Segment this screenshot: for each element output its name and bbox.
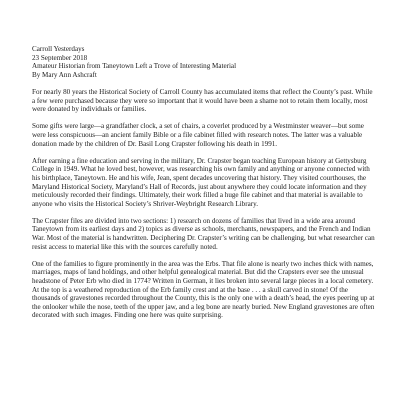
article-date: 23 September 2018: [32, 53, 88, 62]
article-header: [32, 45, 377, 79]
paragraph: One of the families to figure prominently in the area was the Erbs. That file alone is nearly two inches thick with names, marriages, maps of land holdings, and other helpful genealogical material. But did the Crapsters ever see the unusual headstone of Peter Erb who died in 1774? Written in German, it lies broken into several large pieces in a local cemetery. At the top is a weathered reproduction of the Erb family crest and at the base . . . a skull carved in stone! Of the thousands of gravestones recorded throughout the County, this is the only one with a death’s head, the eyes peering up at the onlooker while the nose, teeth of the upper jaw, and a leg bone are nearly buried. New England gravestones are often decorated with such images. Finding one here was quite surprising.: [32, 259, 375, 320]
paragraph: After earning a fine education and serving in the military, Dr. Crapster began teaching European history at Gettysburg College in 1949. What he loved best, however, was researching his own family and anything or anyone connected with his birthplace, Taneytown. He and his wife, Jean, spent decades uncovering that history. They visited courthouses, the Maryland Historical Society, Maryland’s Hall of Records, just about anywhere they could locate information and they meticulously recorded their findings. Ultimately, their work filled a huge file cabinet and that material is available to anyone who visits the Historical Society’s Shriver-Weybright Research Library.: [32, 156, 370, 208]
paragraph: For nearly 80 years the Historical Society of Carroll County has accumulated items that reflect the County’s past. While a few were purchased because they were so important that it would have been a shame not to retain them locally, most were donated by individuals or families.: [32, 87, 373, 114]
paragraph: The Crapster files are divided into two sections: 1) research on dozens of families that lived in a wide area around Taneytown from its earliest days and 2) topics as diverse as schools, merchants, newspapers, and the French and Indian War. Most of the material is handwritten. Deciphering Dr. Crapster’s writing can be challenging, but what researcher can resist access to material like this with the sources carefully noted.: [32, 216, 375, 251]
article: [32, 45, 377, 329]
paragraph: Some gifts were large—a grandfather clock, a set of chairs, a coverlet produced by a Westminster weaver—but some were less conspicuous—an ancient family Bible or a file cabinet filled with research notes. The latter was a valuable donation made by the children of Dr. Basil Long Crapster following his death in 1991.: [32, 122, 364, 148]
article-headline: Amateur Historian from Taneytown Left a Trove of Interesting Material: [32, 62, 237, 71]
column-name: Carroll Yesterdays: [32, 45, 85, 53]
article-byline: By Mary Ann Ashcraft: [32, 70, 97, 79]
